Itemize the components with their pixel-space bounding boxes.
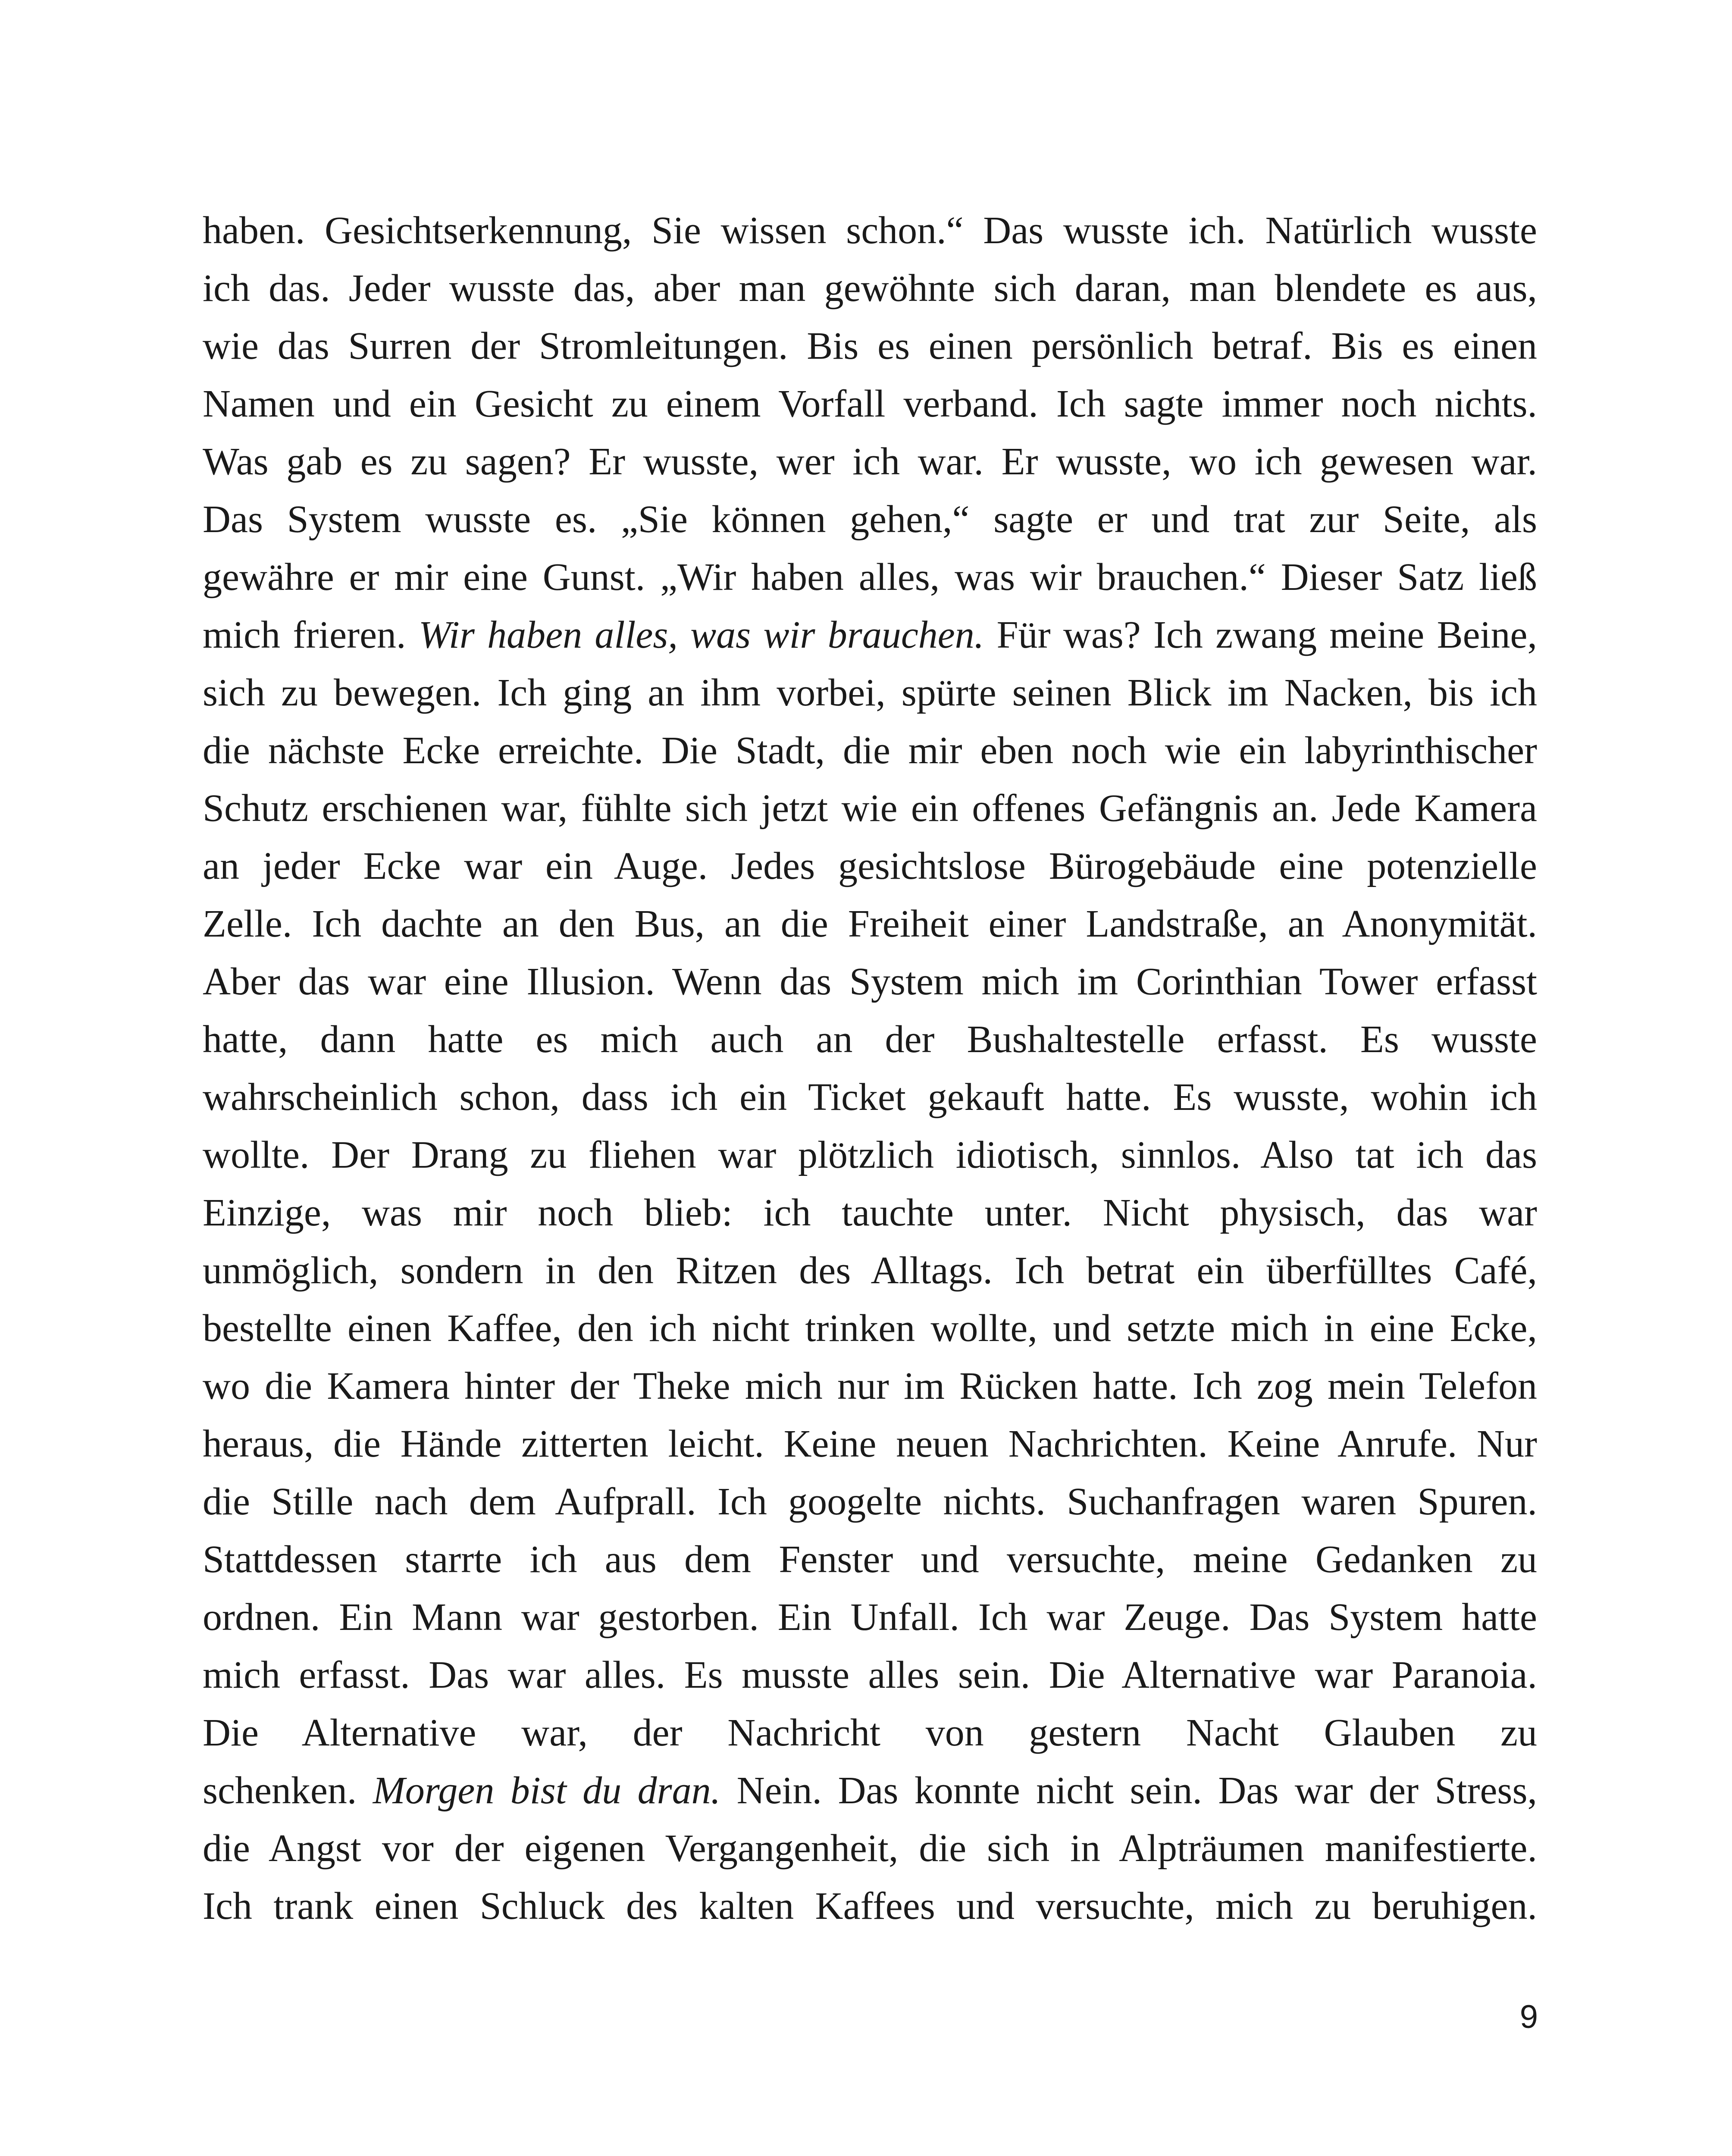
text-line [203,722,1537,780]
text-run: Nein. Das konnte nicht sein. Das war der Stress, [720,1769,1537,1812]
text-line [203,1762,1537,1820]
text-line [203,1011,1537,1069]
text-line [203,1126,1537,1184]
text-run: die Angst vor der eigenen Vergangenheit, die sich in Alpträumen manifestierte. [203,1827,1537,1870]
text-run: Einzige, was mir noch blieb: ich tauchte unter. Nicht physisch, das war [203,1191,1537,1234]
text-run: haben. Gesichtserkennung, Sie wissen schon.“ Das wusste ich. Natürlich wusste [203,209,1537,252]
text-line [203,606,1537,664]
body-paragraph [203,202,1537,1935]
text-line [203,837,1537,895]
text-line [203,1877,1537,1935]
text-run: mich erfasst. Das war alles. Es musste alles sein. Die Alternative war Paranoia. [203,1654,1537,1696]
text-run: schenken. [203,1769,373,1812]
text-line [203,1646,1537,1704]
text-line [203,1704,1537,1762]
text-run: gewähre er mir eine Gunst. „Wir haben alles, was wir brauchen.“ Dieser Satz ließ [203,556,1537,599]
italic-text: Wir haben alles, was wir brauchen. [418,614,984,656]
text-line [203,491,1537,548]
text-line [203,1300,1537,1357]
text-run: Die Alternative war, der Nachricht von gestern Nacht Glauben zu [203,1711,1537,1754]
text-line [203,1069,1537,1126]
text-run: Zelle. Ich dachte an den Bus, an die Freiheit einer Landstraße, an Anonymität. [203,903,1537,945]
text-run: heraus, die Hände zitterten leicht. Keine neuen Nachrichten. Keine Anrufe. Nur [203,1423,1537,1465]
text-run: unmöglich, sondern in den Ritzen des Alltags. Ich betrat ein überfülltes Café, [203,1249,1537,1292]
text-run: bestellte einen Kaffee, den ich nicht trinken wollte, und setzte mich in eine Ecke, [203,1307,1537,1350]
text-run: die nächste Ecke erreichte. Die Stadt, die mir eben noch wie ein labyrinthischer [203,729,1537,772]
text-line [203,375,1537,433]
text-line [203,1357,1537,1415]
text-line [203,202,1537,260]
text-run: hatte, dann hatte es mich auch an der Bushaltestelle erfasst. Es wusste [203,1018,1537,1061]
text-run: Für was? Ich zwang meine Beine, [984,614,1537,656]
text-line [203,780,1537,837]
text-run: wollte. Der Drang zu fliehen war plötzlich idiotisch, sinnlos. Also tat ich das [203,1134,1537,1176]
text-line [203,433,1537,491]
text-run: Namen und ein Gesicht zu einem Vorfall verband. Ich sagte immer noch nichts. [203,382,1537,425]
text-run: Was gab es zu sagen? Er wusste, wer ich war. Er wusste, wo ich gewesen war. [203,440,1537,483]
text-run: wo die Kamera hinter der Theke mich nur im Rücken hatte. Ich zog mein Telefon [203,1365,1537,1407]
italic-text: Morgen bist du dran. [373,1769,721,1812]
text-line [203,1415,1537,1473]
text-line [203,1242,1537,1300]
text-run: wahrscheinlich schon, dass ich ein Ticket gekauft hatte. Es wusste, wohin ich [203,1076,1537,1119]
text-line [203,260,1537,317]
text-run: wie das Surren der Stromleitungen. Bis es einen persönlich betraf. Bis es einen [203,325,1537,367]
text-run: die Stille nach dem Aufprall. Ich googelte nichts. Suchanfragen waren Spuren. [203,1480,1537,1523]
text-line [203,895,1537,953]
text-run: ich das. Jeder wusste das, aber man gewöhnte sich daran, man blendete es aus, [203,267,1537,310]
text-line [203,1184,1537,1242]
text-run: ordnen. Ein Mann war gestorben. Ein Unfall. Ich war Zeuge. Das System hatte [203,1596,1537,1639]
text-run: sich zu bewegen. Ich ging an ihm vorbei, spürte seinen Blick im Nacken, bis ich [203,671,1537,714]
text-run: Ich trank einen Schluck des kalten Kaffees und versuchte, mich zu beruhigen. [203,1885,1537,1927]
text-line [203,548,1537,606]
text-line [203,1531,1537,1589]
text-run: Schutz erschienen war, fühlte sich jetzt wie ein offenes Gefängnis an. Jede Kamera [203,787,1537,830]
text-line [203,317,1537,375]
text-run: an jeder Ecke war ein Auge. Jedes gesichtslose Bürogebäude eine potenzielle [203,845,1537,887]
page-number: 9 [1519,1999,1538,2035]
text-run: mich frieren. [203,614,419,656]
text-line [203,1820,1537,1877]
text-line [203,664,1537,722]
text-line [203,1589,1537,1646]
text-run: Das System wusste es. „Sie können gehen,“ sagte er und trat zur Seite, als [203,498,1537,541]
text-line [203,953,1537,1011]
text-run: Stattdessen starrte ich aus dem Fenster und versuchte, meine Gedanken zu [203,1538,1537,1581]
text-line [203,1473,1537,1531]
text-run: Aber das war eine Illusion. Wenn das System mich im Corinthian Tower erfasst [203,960,1537,1003]
